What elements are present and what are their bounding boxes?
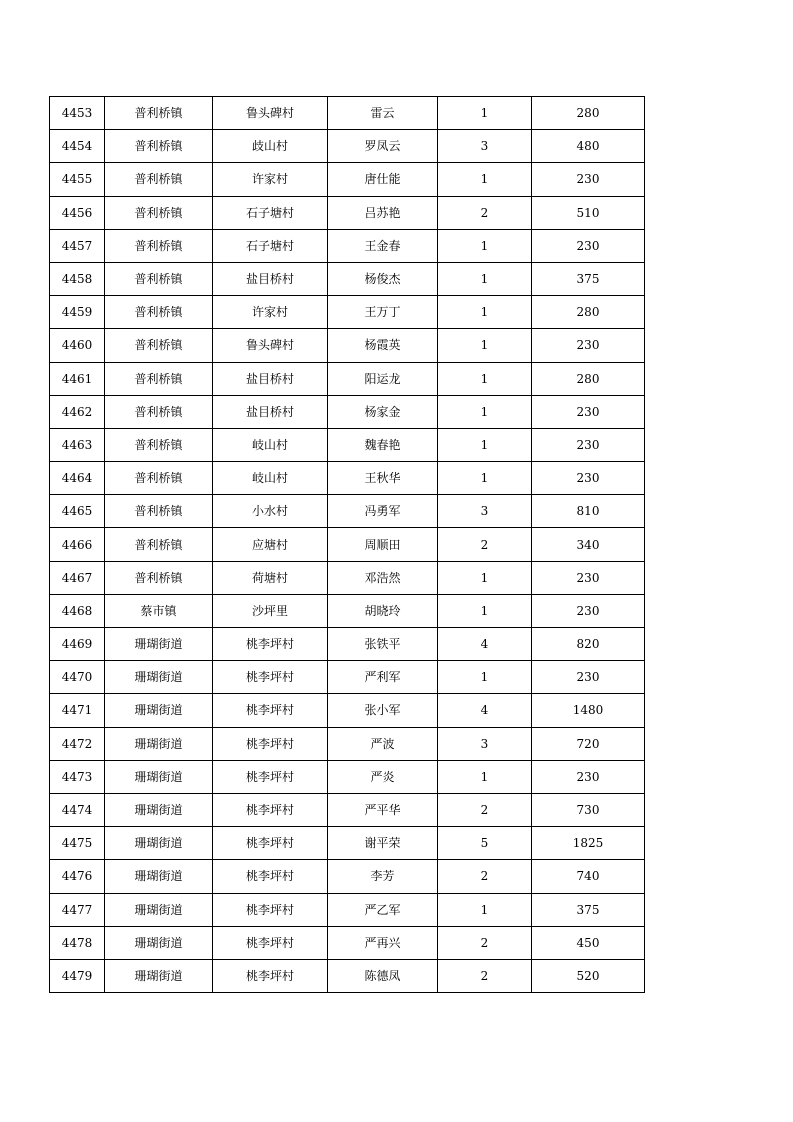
village-cell: 石子塘村 [213,196,328,229]
name-cell: 严再兴 [328,926,438,959]
township-cell: 普利桥镇 [105,495,213,528]
table-row [50,130,645,163]
village-cell: 许家村 [213,163,328,196]
table-row [50,395,645,428]
serial-number-cell: 4468 [50,594,105,627]
count-cell: 2 [438,926,532,959]
serial-number-cell: 4455 [50,163,105,196]
amount-cell: 280 [532,97,645,130]
table-row [50,163,645,196]
table-row [50,661,645,694]
township-cell: 珊瑚街道 [105,959,213,992]
name-cell: 严炎 [328,760,438,793]
village-cell: 荷塘村 [213,561,328,594]
table-row [50,262,645,295]
amount-cell: 810 [532,495,645,528]
name-cell: 冯勇军 [328,495,438,528]
amount-cell: 480 [532,130,645,163]
serial-number-cell: 4473 [50,760,105,793]
amount-cell: 520 [532,959,645,992]
table-row [50,428,645,461]
serial-number-cell: 4478 [50,926,105,959]
count-cell: 2 [438,528,532,561]
village-cell: 桃李坪村 [213,959,328,992]
name-cell: 胡晓玲 [328,594,438,627]
amount-cell: 230 [532,760,645,793]
amount-cell: 510 [532,196,645,229]
amount-cell: 230 [532,594,645,627]
count-cell: 1 [438,362,532,395]
count-cell: 3 [438,130,532,163]
township-cell: 普利桥镇 [105,163,213,196]
village-cell: 桃李坪村 [213,893,328,926]
count-cell: 1 [438,229,532,262]
serial-number-cell: 4460 [50,329,105,362]
village-cell: 应塘村 [213,528,328,561]
name-cell: 张小军 [328,694,438,727]
township-cell: 普利桥镇 [105,296,213,329]
table-row [50,97,645,130]
village-cell: 岐山村 [213,462,328,495]
table-row [50,462,645,495]
name-cell: 杨霞英 [328,329,438,362]
village-cell: 鲁头碑村 [213,329,328,362]
township-cell: 蔡市镇 [105,594,213,627]
township-cell: 普利桥镇 [105,362,213,395]
village-cell: 沙坪里 [213,594,328,627]
name-cell: 王金春 [328,229,438,262]
name-cell: 魏春艳 [328,428,438,461]
serial-number-cell: 4457 [50,229,105,262]
village-cell: 岐山村 [213,428,328,461]
count-cell: 1 [438,428,532,461]
amount-cell: 280 [532,362,645,395]
table-row [50,495,645,528]
name-cell: 罗凤云 [328,130,438,163]
table-row [50,893,645,926]
count-cell: 2 [438,959,532,992]
serial-number-cell: 4453 [50,97,105,130]
amount-cell: 230 [532,561,645,594]
name-cell: 王万丁 [328,296,438,329]
table-row [50,727,645,760]
amount-cell: 230 [532,163,645,196]
name-cell: 唐仕能 [328,163,438,196]
count-cell: 2 [438,196,532,229]
serial-number-cell: 4470 [50,661,105,694]
name-cell: 阳运龙 [328,362,438,395]
table-row [50,196,645,229]
village-cell: 桃李坪村 [213,694,328,727]
count-cell: 1 [438,262,532,295]
village-cell: 许家村 [213,296,328,329]
township-cell: 珊瑚街道 [105,793,213,826]
township-cell: 普利桥镇 [105,196,213,229]
amount-cell: 1480 [532,694,645,727]
count-cell: 3 [438,727,532,760]
serial-number-cell: 4469 [50,628,105,661]
table-row [50,926,645,959]
name-cell: 杨家金 [328,395,438,428]
village-cell: 盐目桥村 [213,362,328,395]
amount-cell: 230 [532,428,645,461]
count-cell: 2 [438,860,532,893]
amount-cell: 230 [532,462,645,495]
name-cell: 王秋华 [328,462,438,495]
amount-cell: 340 [532,528,645,561]
amount-cell: 720 [532,727,645,760]
village-cell: 桃李坪村 [213,628,328,661]
table-row [50,628,645,661]
amount-cell: 280 [532,296,645,329]
table-row [50,528,645,561]
township-cell: 珊瑚街道 [105,760,213,793]
amount-cell: 820 [532,628,645,661]
amount-cell: 375 [532,262,645,295]
township-cell: 普利桥镇 [105,97,213,130]
count-cell: 5 [438,827,532,860]
township-cell: 珊瑚街道 [105,860,213,893]
table-row [50,362,645,395]
township-cell: 普利桥镇 [105,262,213,295]
serial-number-cell: 4476 [50,860,105,893]
amount-cell: 230 [532,661,645,694]
serial-number-cell: 4454 [50,130,105,163]
village-cell: 桃李坪村 [213,727,328,760]
table-row [50,296,645,329]
table-row [50,760,645,793]
table-row [50,860,645,893]
count-cell: 4 [438,628,532,661]
count-cell: 1 [438,163,532,196]
township-cell: 珊瑚街道 [105,628,213,661]
township-cell: 普利桥镇 [105,229,213,262]
village-cell: 桃李坪村 [213,793,328,826]
township-cell: 普利桥镇 [105,428,213,461]
village-cell: 桃李坪村 [213,860,328,893]
name-cell: 张铁平 [328,628,438,661]
table-body [50,97,645,993]
name-cell: 邓浩然 [328,561,438,594]
count-cell: 3 [438,495,532,528]
count-cell: 1 [438,561,532,594]
count-cell: 1 [438,329,532,362]
serial-number-cell: 4472 [50,727,105,760]
serial-number-cell: 4461 [50,362,105,395]
amount-cell: 740 [532,860,645,893]
name-cell: 李芳 [328,860,438,893]
serial-number-cell: 4471 [50,694,105,727]
serial-number-cell: 4463 [50,428,105,461]
count-cell: 1 [438,661,532,694]
township-cell: 珊瑚街道 [105,661,213,694]
township-cell: 普利桥镇 [105,395,213,428]
name-cell: 谢平荣 [328,827,438,860]
village-cell: 桃李坪村 [213,926,328,959]
village-cell: 桃李坪村 [213,827,328,860]
amount-cell: 375 [532,893,645,926]
township-cell: 珊瑚街道 [105,827,213,860]
table-row [50,694,645,727]
township-cell: 普利桥镇 [105,528,213,561]
count-cell: 1 [438,462,532,495]
village-cell: 桃李坪村 [213,760,328,793]
table-row [50,561,645,594]
village-cell: 鲁头碑村 [213,97,328,130]
count-cell: 4 [438,694,532,727]
village-cell: 桃李坪村 [213,661,328,694]
count-cell: 1 [438,97,532,130]
village-cell: 石子塘村 [213,229,328,262]
amount-cell: 230 [532,395,645,428]
amount-cell: 730 [532,793,645,826]
name-cell: 陈德凤 [328,959,438,992]
name-cell: 周顺田 [328,528,438,561]
count-cell: 1 [438,760,532,793]
serial-number-cell: 4459 [50,296,105,329]
name-cell: 严乙军 [328,893,438,926]
amount-cell: 230 [532,329,645,362]
serial-number-cell: 4466 [50,528,105,561]
township-cell: 普利桥镇 [105,561,213,594]
table-row [50,959,645,992]
serial-number-cell: 4456 [50,196,105,229]
table-row [50,329,645,362]
name-cell: 严平华 [328,793,438,826]
township-cell: 普利桥镇 [105,462,213,495]
township-cell: 普利桥镇 [105,329,213,362]
amount-cell: 1825 [532,827,645,860]
table-row [50,594,645,627]
township-cell: 珊瑚街道 [105,727,213,760]
serial-number-cell: 4474 [50,793,105,826]
serial-number-cell: 4477 [50,893,105,926]
name-cell: 杨俊杰 [328,262,438,295]
village-cell: 盐目桥村 [213,262,328,295]
data-table [49,96,645,993]
table-row [50,229,645,262]
table-row [50,793,645,826]
village-cell: 盐目桥村 [213,395,328,428]
township-cell: 普利桥镇 [105,130,213,163]
serial-number-cell: 4458 [50,262,105,295]
amount-cell: 450 [532,926,645,959]
count-cell: 1 [438,594,532,627]
serial-number-cell: 4475 [50,827,105,860]
village-cell: 小水村 [213,495,328,528]
township-cell: 珊瑚街道 [105,893,213,926]
serial-number-cell: 4465 [50,495,105,528]
serial-number-cell: 4462 [50,395,105,428]
name-cell: 雷云 [328,97,438,130]
township-cell: 珊瑚街道 [105,694,213,727]
village-cell: 歧山村 [213,130,328,163]
count-cell: 1 [438,395,532,428]
serial-number-cell: 4467 [50,561,105,594]
count-cell: 1 [438,296,532,329]
township-cell: 珊瑚街道 [105,926,213,959]
name-cell: 严波 [328,727,438,760]
serial-number-cell: 4479 [50,959,105,992]
name-cell: 严利军 [328,661,438,694]
amount-cell: 230 [532,229,645,262]
serial-number-cell: 4464 [50,462,105,495]
count-cell: 2 [438,793,532,826]
table-row [50,827,645,860]
name-cell: 吕苏艳 [328,196,438,229]
count-cell: 1 [438,893,532,926]
